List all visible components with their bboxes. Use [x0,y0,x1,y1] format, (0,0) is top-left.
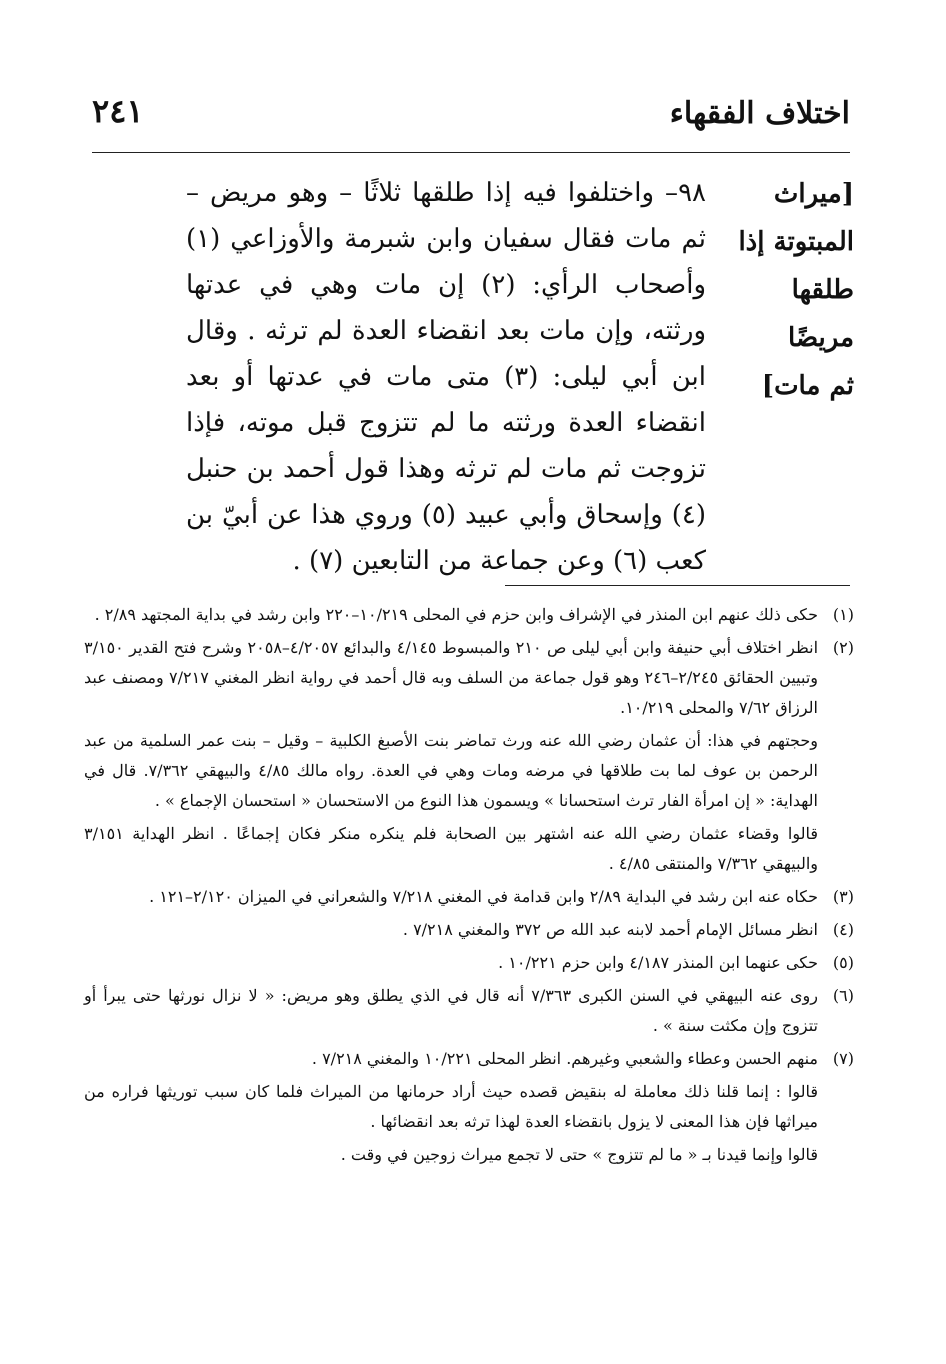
header-rule [92,152,850,153]
margin-heading-line: المبتوتة إذا [738,227,854,257]
margin-heading [722,170,854,410]
footnote-separator [505,585,850,586]
margin-heading-line: [ميراث [773,179,854,209]
footnote-continuation: قالوا وإنما قيدنا بـ « ما لم تتزوج » حتى لا تجمع ميراث زوجين في وقت . [340,1145,818,1164]
footnote-number: (٦) [832,986,854,1005]
footnote-text: حكى عنهما ابن المنذر ٤/١٨٧ وابن حزم ١٠/٢٢١ . [498,953,818,972]
footnote [84,600,854,630]
footnote-number: (٧) [832,1049,854,1068]
footnote-text: حكاه عنه ابن رشد في البداية ٢/٨٩ وابن قدامة في المغني ٧/٢١٨ والشعراني في الميزان ٢/١٢٠–١٢١ . [149,887,818,906]
main-text-block [186,170,706,584]
footnote-text: انظر مسائل الإمام أحمد لابنه عبد الله ص ٣٧٢ والمغني ٧/٢١٨ . [402,920,818,939]
footnote-number: (١) [832,605,854,624]
footnote-text: روى عنه البيهقي في السنن الكبرى ٧/٣٦٣ أنه قال في الذي يطلق وهو مريض: « لا نزال نورثها حتى يبرأ أو تتزوج وإن مكثت سنة » . [84,986,818,1035]
footnote-continuation: قالوا : إنما قلنا ذلك معاملة له بنقيض قصده حيث أراد حرمانها من الميراث فلما كان سبب توريثها فراره من ميراثها فإن هذا المعنى لا يزول بانقضاء العدة لهذا ترثه بعد انقضائها . [84,1082,818,1131]
footnote [84,1044,854,1074]
footnote [84,915,854,945]
margin-heading-line: ثم مات] [761,371,854,401]
footnote-text: منهم الحسن وعطاء والشعبي وغيرهم. انظر المحلى ١٠/٢٢١ والمغني ٧/٢١٨ . [311,1049,818,1068]
footnote [84,633,854,723]
footnote-number: (٣) [832,887,854,906]
footnote-number: (٤) [832,920,854,939]
footnotes-block [84,600,854,1173]
main-paragraph: ٩٨– واختلفوا فيه إذا طلقها ثلاثًا – وهو مريض – ثم مات فقال سفيان وابن شبرمة والأوزاعي (١) وأصحاب الرأي: (٢) إن مات وهي في عدتها ورثته، وإن مات بعد انقضاء العدة لم ترثه . وقال ابن أبي ليلى: (٣) متى مات في عدتها أو بعد انقضاء العدة ورثته ما لم تتزوج قبل موته، فإذا تزوجت ثم مات لم ترثه وهذا قول أحمد بن حنبل (٤) وإسحاق وأبي عبيد (٥) وروي هذا عن أبيّ بن كعب (٦) وعن جماعة من التابعين (٧) . [186,178,707,576]
page-number: ٢٤١ [92,92,144,130]
footnote-continuation: وحجتهم في هذا: أن عثمان رضي الله عنه ورث تماضر بنت الأصبغ الكلبية – وقيل – بنت عمر السلمية من عبد الرحمن بن عوف لما بت طلاقها في مرضه ومات وهي في العدة. رواه مالك ٤/٨٥ والبيهقي ٧/٣٦٢. قال في الهداية: « إن امرأة الفار ترث استحسانا » ويسمون هذا النوع من الاستحسان « استحسان الإجماع » . [84,731,819,810]
footnote-number: (٢) [832,638,854,657]
page-header [92,92,850,148]
footnote-text: انظر اختلاف أبي حنيفة وابن أبي ليلى ص ٢١٠ والمبسوط ٤/١٤٥ والبدائع ٤/٢٠٥٧–٢٠٥٨ وشرح فتح القدير ٣/١٥٠ وتبيين الحقائق ٢/٢٤٥–٢٤٦ وهو قول جماعة من السلف وبه قال أحمد في رواية انظر المغني ٧/٢١٧ ومصنف عبد الرزاق ٧/٦٢ والمحلى ١٠/٢١٩. [84,638,819,717]
footnote-continuation: قالوا وقضاء عثمان رضي الله عنه اشتهر بين الصحابة فلم ينكره منكر فكان إجماعًا . انظر الهداية ٣/١٥١ والبيهقي ٧/٣٦٢ والمنتقى ٤/٨٥ . [84,824,818,873]
footnote-number: (٥) [832,953,854,972]
footnote-text: حكى ذلك عنهم ابن المنذر في الإشراف وابن حزم في المحلى ١٠/٢١٩–٢٢٠ وابن رشد في بداية المجتهد ٢/٨٩ . [94,605,818,624]
footnote [84,981,854,1041]
margin-heading-line: طلقها مريضًا [788,275,854,353]
running-title: اختلاف الفقهاء [669,96,850,131]
footnote [84,882,854,912]
footnote [84,948,854,978]
